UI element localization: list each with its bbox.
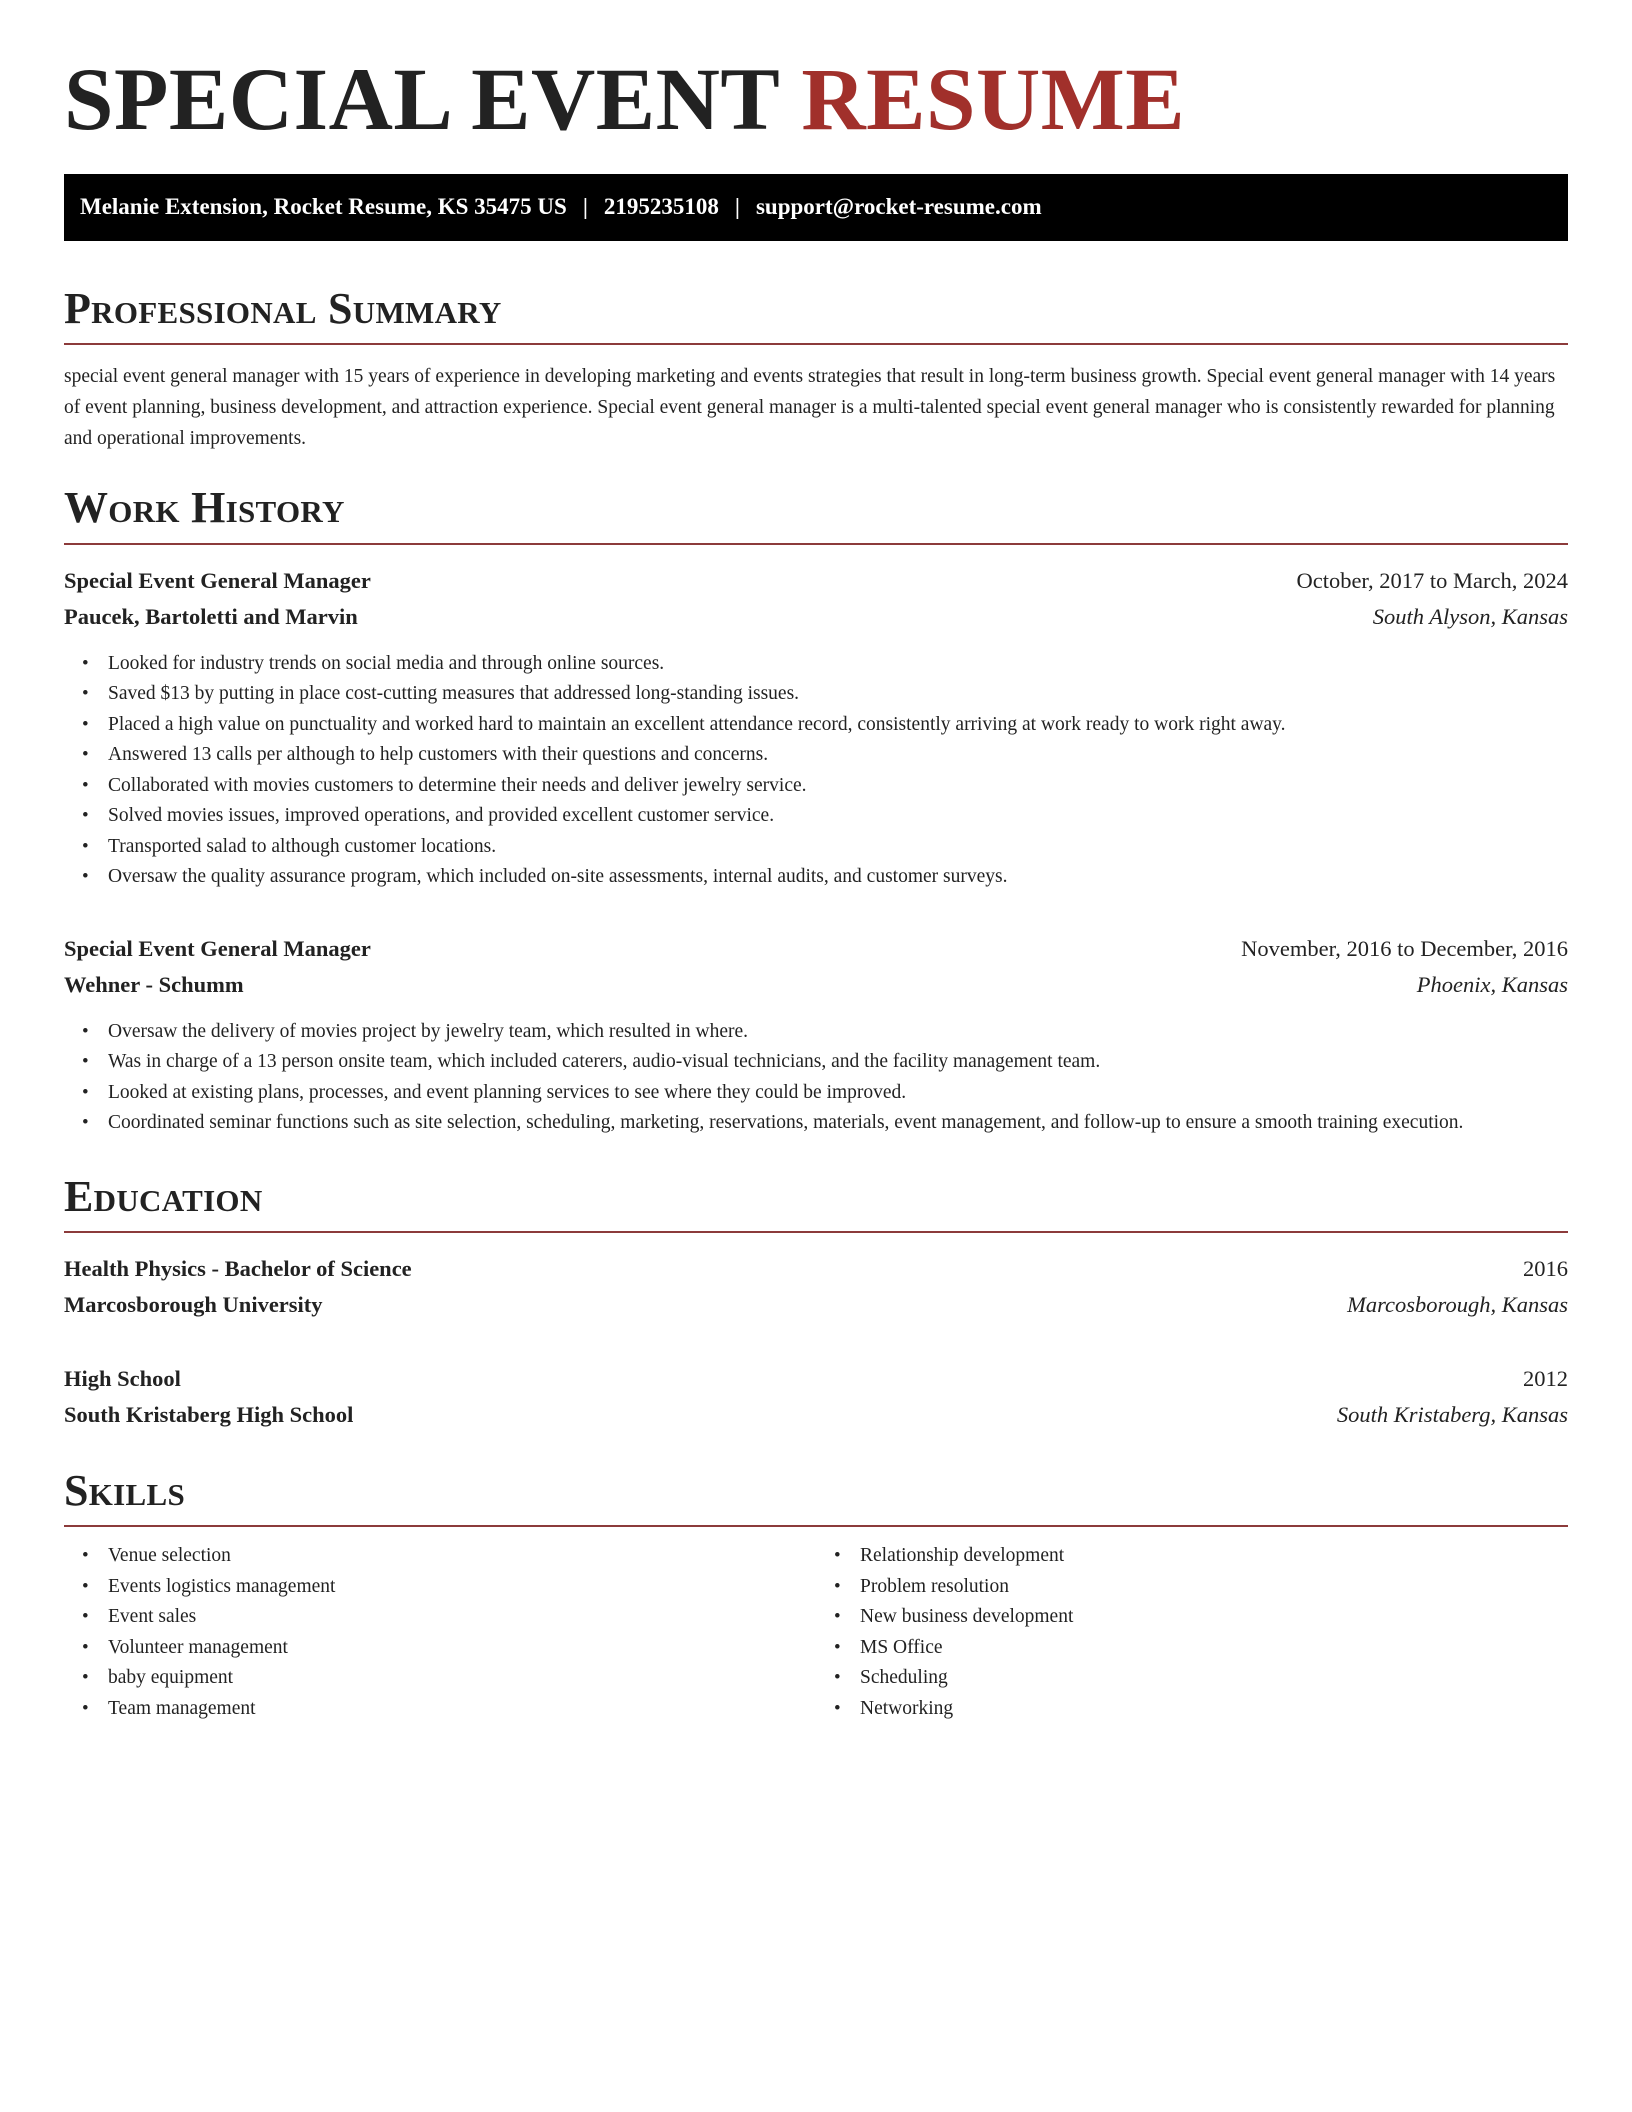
job-title-row [64,931,1568,967]
education-degree: High School [64,1366,181,1392]
job-bullet: • Solved movies issues, improved operations, and provided excellent customer service. [108,801,1568,832]
job-bullet: • Collaborated with movies customers to determine their needs and deliver jewelry service. [108,771,1568,802]
job-bullet: • Looked for industry trends on social media and through online sources. [108,649,1568,680]
job-bullets [64,1017,1568,1139]
education-entry [64,1251,1568,1323]
contact-email: support@rocket-resume.com [755,194,1042,220]
education-school: Marcosborough University [64,1292,323,1318]
education-entry [64,1361,1568,1433]
job-entry [64,931,1568,1139]
contact-bar [64,174,1568,241]
job-entry [64,563,1568,893]
education-year: 2012 [1523,1366,1568,1392]
education-year: 2016 [1523,1256,1568,1282]
job-company-row [64,599,1568,635]
title-accent: RESUME [801,51,1186,149]
contact-separator: | [582,194,588,220]
skills-section [64,1467,1568,1724]
education-degree-row [64,1361,1568,1397]
skills-list [64,1541,816,1724]
job-bullet: • Oversaw the quality assurance program, which included on-site assessments, internal audits, and customer surveys. [108,862,1568,893]
education-degree-row [64,1251,1568,1287]
section-divider [64,1525,1568,1527]
contact-phone: 2195235108 [603,194,719,220]
section-divider [64,1231,1568,1233]
skills-column-right [816,1541,1568,1724]
skill-item: • Networking [860,1694,1568,1725]
contact-separator: | [734,194,740,220]
skills-list [816,1541,1568,1724]
job-bullet: • Was in charge of a 13 person onsite team, which included caterers, audio-visual technicians, and the facility management team. [108,1047,1568,1078]
education-school: South Kristaberg High School [64,1402,354,1428]
education-degree: Health Physics - Bachelor of Science [64,1256,412,1282]
resume-title [64,52,1568,150]
skill-item: • Relationship development [860,1541,1568,1572]
education-location: Marcosborough, Kansas [1347,1292,1568,1318]
job-bullet: • Looked at existing plans, processes, and event planning services to see where they could be improved. [108,1078,1568,1109]
job-bullet: • Oversaw the delivery of movies project by jewelry team, which resulted in where. [108,1017,1568,1048]
contact-address: Melanie Extension, Rocket Resume, KS 35475 US [80,194,567,220]
job-dates: October, 2017 to March, 2024 [1296,567,1568,593]
job-company: Paucek, Bartoletti and Marvin [64,603,358,629]
summary-section [64,285,1568,454]
work-history-section [64,484,1568,1138]
summary-heading: Professional Summary [64,283,502,333]
job-bullet: • Coordinated seminar functions such as site selection, scheduling, marketing, reservations, materials, event management, and follow-up to ensure a smooth training execution. [108,1108,1568,1139]
section-divider [64,543,1568,545]
skill-item: • New business development [860,1602,1568,1633]
job-location: South Alyson, Kansas [1372,603,1568,629]
title-main: SPECIAL EVENT [64,51,802,149]
job-company: Wehner - Schumm [64,971,244,997]
skills-grid [64,1541,1568,1724]
job-company-row [64,967,1568,1003]
skill-item: • Scheduling [860,1663,1568,1694]
skills-column-left [64,1541,816,1724]
skill-item: • Events logistics management [108,1572,816,1603]
job-bullet: • Saved $13 by putting in place cost-cutting measures that addressed long-standing issues. [108,679,1568,710]
education-school-row [64,1397,1568,1433]
skill-item: • MS Office [860,1633,1568,1664]
work-history-heading: Work History [64,483,345,533]
skill-item: • Venue selection [108,1541,816,1572]
education-school-row [64,1287,1568,1323]
job-dates: November, 2016 to December, 2016 [1241,935,1568,961]
skill-item: • Team management [108,1694,816,1725]
summary-text: special event general manager with 15 years of experience in developing marketing and events strategies that result in long-term business growth. Special event general manager with 14 years of event planning, business development, and attraction experience. Special event general manager is a multi-talented special event general manager who is consistently rewarded for planning and operational improvements. [64,366,1556,450]
skill-item: • Problem resolution [860,1572,1568,1603]
job-bullet: • Placed a high value on punctuality and worked hard to maintain an excellent attendance record, consistently arriving at work ready to work right away. [108,710,1568,741]
job-title: Special Event General Manager [64,567,371,593]
education-heading: Education [64,1171,263,1221]
skills-heading: Skills [64,1466,186,1516]
job-bullet: • Answered 13 calls per although to help customers with their questions and concerns. [108,740,1568,771]
skill-item: • Volunteer management [108,1633,816,1664]
job-title-row [64,563,1568,599]
skill-item: • Event sales [108,1602,816,1633]
section-divider [64,343,1568,345]
skill-item: • baby equipment [108,1663,816,1694]
job-title: Special Event General Manager [64,935,371,961]
job-bullet: • Transported salad to although customer locations. [108,832,1568,863]
education-section [64,1173,1568,1433]
job-bullets [64,649,1568,893]
job-location: Phoenix, Kansas [1416,971,1568,997]
education-location: South Kristaberg, Kansas [1336,1402,1568,1428]
